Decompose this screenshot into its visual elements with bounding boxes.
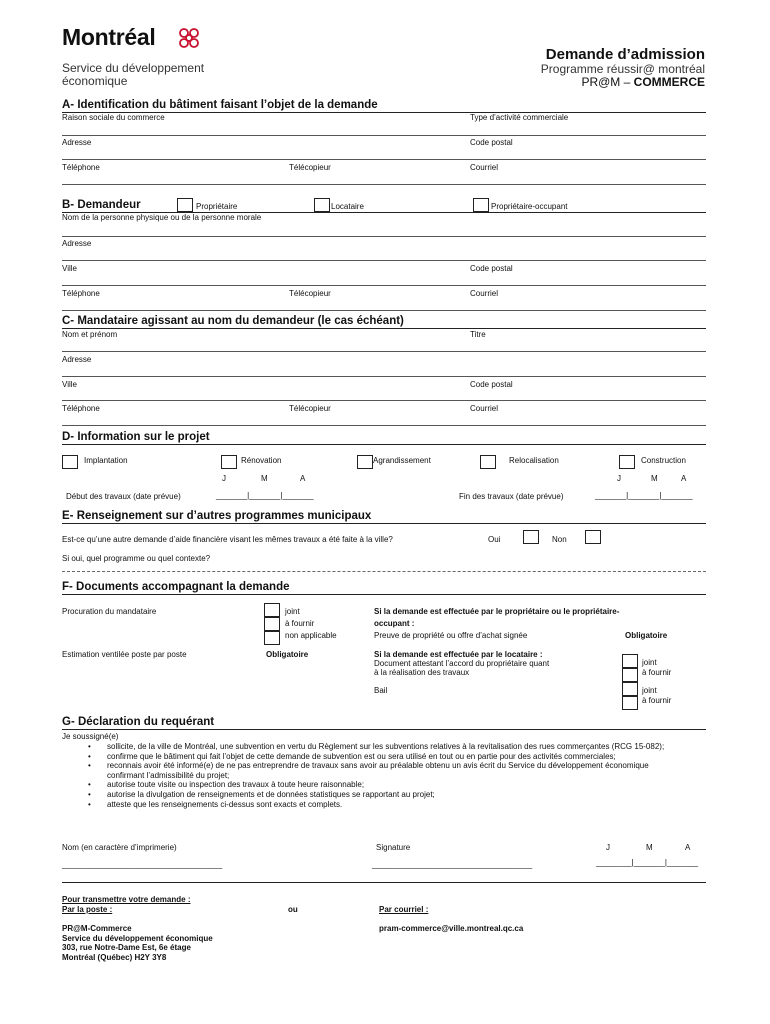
program-code-prefix: PR@M – <box>581 75 634 89</box>
label-joint: joint <box>285 607 300 616</box>
label-si-locataire: Si la demande est effectuée par le locataire : <box>374 650 543 659</box>
field-line-si-oui[interactable] <box>62 571 706 572</box>
label-obligatoire-estimation: Obligatoire <box>266 650 309 659</box>
debut-year-label: A <box>300 474 306 483</box>
label-preuve-propriete: Preuve de propriété ou offre d’achat signée <box>374 631 528 640</box>
signature-field[interactable]: ____________________________________ <box>372 860 533 869</box>
checkbox-implantation[interactable] <box>62 455 78 469</box>
service-line-1: Service du développement <box>62 61 205 75</box>
label-courriel-a: Courriel <box>470 163 499 172</box>
label-document-accord-1: Document attestant l’accord du propriétaire quant <box>374 659 550 668</box>
bullet-icon: • <box>88 789 91 799</box>
checkbox-oui[interactable] <box>523 530 539 544</box>
label-nom-personne: Nom de la personne physique ou de la personne morale <box>62 213 262 222</box>
label-ville-b: Ville <box>62 264 77 273</box>
label-document-accord-2: à la réalisation des travaux <box>374 668 470 677</box>
field-line-nom-b[interactable] <box>62 236 706 237</box>
service-name <box>62 62 204 88</box>
debut-month-label: M <box>261 474 268 483</box>
label-a-fournir: à fournir <box>285 619 315 628</box>
field-line-adresse-b[interactable] <box>62 260 706 261</box>
checkbox-accord-a-fournir[interactable] <box>622 668 638 682</box>
address-line-3: 303, rue Notre-Dame Est, 6e étage <box>62 943 191 952</box>
label-adresse-a: Adresse <box>62 138 92 147</box>
section-f-title: F- Documents accompagnant la demande <box>62 581 290 593</box>
field-line-telephone-c[interactable] <box>62 425 706 426</box>
section-a-title: A- Identification du bâtiment faisant l’objet de la demande <box>62 99 378 111</box>
label-accord-a-fournir: à fournir <box>642 668 672 677</box>
declaration-item <box>88 761 687 780</box>
label-adresse-c: Adresse <box>62 355 92 364</box>
debut-day-label: J <box>222 474 226 483</box>
section-g-title: G- Déclaration du requérant <box>62 716 215 728</box>
checkbox-accord-joint[interactable] <box>622 654 638 668</box>
label-courriel-c: Courriel <box>470 404 499 413</box>
label-adresse-b: Adresse <box>62 239 92 248</box>
declaration-text: atteste que les renseignements ci-dessus sont exacts et complets. <box>107 799 343 809</box>
checkbox-renovation[interactable] <box>221 455 237 469</box>
date-month-label: M <box>646 843 653 852</box>
field-line-ville-c[interactable] <box>62 400 706 401</box>
label-raison-sociale: Raison sociale du commerce <box>62 113 165 122</box>
label-courriel-b: Courriel <box>470 289 499 298</box>
label-signature: Signature <box>376 843 411 852</box>
footer-rule <box>62 882 706 883</box>
label-bail-a-fournir: à fournir <box>642 696 672 705</box>
declaration-item <box>88 751 687 762</box>
date-year-label: A <box>685 843 691 852</box>
label-non-applicable: non applicable <box>285 631 337 640</box>
label-oui: Oui <box>488 535 501 544</box>
field-line-adresse-c[interactable] <box>62 376 706 377</box>
declaration-item <box>88 780 687 790</box>
label-pour-transmettre: Pour transmettre votre demande : <box>62 895 191 904</box>
label-si-proprietaire: Si la demande est effectuée par le propriétaire ou le propriétaire- <box>374 607 620 616</box>
label-construction: Construction <box>641 456 686 465</box>
label-obligatoire-preuve: Obligatoire <box>625 631 668 640</box>
label-accord-joint: joint <box>642 658 657 667</box>
label-code-postal-b: Code postal <box>470 264 513 273</box>
label-telecopieur-a: Télécopieur <box>289 163 331 172</box>
checkbox-proprietaire[interactable] <box>177 198 193 212</box>
checkbox-agrandissement[interactable] <box>357 455 373 469</box>
checkbox-procuration-joint[interactable] <box>264 603 280 617</box>
declaration-text: autorise toute visite ou inspection des travaux à toute heure raisonnable; <box>107 780 365 790</box>
label-renovation: Rénovation <box>241 456 282 465</box>
label-type-activite: Type d’activité commerciale <box>470 113 569 122</box>
address-line-4: Montréal (Québec) H2Y 3Y8 <box>62 952 167 962</box>
checkbox-non[interactable] <box>585 530 601 544</box>
checkbox-procuration-a-fournir[interactable] <box>264 617 280 631</box>
declaration-list <box>88 742 687 809</box>
section-e-rule <box>62 523 706 524</box>
declaration-item <box>88 742 687 752</box>
checkbox-procuration-non-applicable[interactable] <box>264 631 280 645</box>
declaration-item <box>88 789 687 800</box>
fin-month-label: M <box>651 474 658 483</box>
label-estimation: Estimation ventilée poste par poste <box>62 650 187 659</box>
section-e-title: E- Renseignement sur d’autres programmes municipaux <box>62 510 372 522</box>
date-field[interactable]: ________|_______|_______ <box>596 858 699 867</box>
label-proprietaire-occupant: Propriétaire-occupant <box>491 202 568 211</box>
label-si-proprietaire-2: occupant : <box>374 619 415 628</box>
label-telephone-b: Téléphone <box>62 289 100 298</box>
email-address[interactable]: pram-commerce@ville.montreal.qc.ca <box>379 924 524 933</box>
fin-date-field[interactable]: _______|_______|_______ <box>595 491 693 500</box>
montreal-rose-logo-icon <box>174 26 204 50</box>
address-line-2: Service du développement économique <box>62 933 213 943</box>
program-name: Programme réussir@ montréal <box>540 62 705 76</box>
declaration-item <box>88 799 687 810</box>
label-bail: Bail <box>374 686 388 695</box>
checkbox-bail-a-fournir[interactable] <box>622 696 638 710</box>
label-autre-demande: Est-ce qu’une autre demande d’aide financière visant les mêmes travaux a été faite à la ville? <box>62 535 393 544</box>
field-line-raison[interactable] <box>62 135 706 136</box>
label-code-postal-a: Code postal <box>470 138 513 147</box>
label-relocalisation: Relocalisation <box>509 456 559 465</box>
label-si-oui: Si oui, quel programme ou quel contexte? <box>62 554 211 563</box>
bullet-icon: • <box>88 761 91 771</box>
label-code-postal-c: Code postal <box>470 380 513 389</box>
label-par-courriel: Par courriel : <box>379 905 429 914</box>
checkbox-bail-joint[interactable] <box>622 682 638 696</box>
bullet-icon: • <box>88 751 91 761</box>
label-ville-c: Ville <box>62 380 77 389</box>
field-line-ville-b[interactable] <box>62 285 706 286</box>
doc-title: Demande d’admission <box>545 46 705 63</box>
label-debut-travaux: Début des travaux (date prévue) <box>66 492 181 501</box>
doc-header <box>541 46 705 89</box>
field-line-telephone-b[interactable] <box>62 310 706 311</box>
label-je-soussigne: Je soussigné(e) <box>62 732 119 741</box>
section-g-rule <box>62 729 706 730</box>
label-agrandissement: Agrandissement <box>373 456 431 465</box>
bullet-icon: • <box>88 780 91 790</box>
label-nom-prenom: Nom et prénom <box>62 330 118 339</box>
section-d-rule <box>62 444 706 445</box>
label-procuration: Procuration du mandataire <box>62 607 157 616</box>
label-nom-caracteres: Nom (en caractère d’imprimerie) <box>62 843 177 852</box>
label-telephone-c: Téléphone <box>62 404 100 413</box>
field-line-adresse-a[interactable] <box>62 159 706 160</box>
postal-address <box>62 924 213 962</box>
label-non: Non <box>552 535 567 544</box>
checkbox-proprietaire-occupant[interactable] <box>473 198 489 212</box>
declaration-text: sollicite, de la ville de Montréal, une subvention en vertu du Règlement sur les subventions relatives à la revitalisation des rues commerçantes (RCG 15-082); <box>107 742 665 751</box>
program-code <box>541 76 705 89</box>
section-b-title: B- Demandeur <box>62 199 141 211</box>
service-line-2: économique <box>62 74 128 88</box>
checkbox-relocalisation[interactable] <box>480 455 496 469</box>
label-telecopieur-c: Télécopieur <box>289 404 331 413</box>
address-line-1: PR@M-Commerce <box>62 924 132 933</box>
declaration-text: autorise la divulgation de renseignements et de données statistiques se rapportant au projet; <box>107 789 435 799</box>
label-titre: Titre <box>470 330 486 339</box>
transmission-block <box>62 895 190 915</box>
field-line-telephone-a[interactable] <box>62 184 706 185</box>
debut-date-field[interactable]: _______|_______|_______ <box>216 491 314 500</box>
section-c-title: C- Mandataire agissant au nom du demandeur (le cas échéant) <box>62 315 404 327</box>
bullet-icon: • <box>88 799 91 809</box>
label-par-la-poste: Par la poste : <box>62 905 113 914</box>
label-bail-joint: joint <box>642 686 657 695</box>
checkbox-locataire[interactable] <box>314 198 330 212</box>
section-f-rule <box>62 594 706 595</box>
montreal-logo-text: Montréal <box>62 24 156 50</box>
declaration-text: reconnais avoir été informé(e) de ne pas entreprendre de travaux sans avoir au préalable obtenu un avis écrit du Service du développement économique confirmant l’admissibilité du projet; <box>107 761 649 780</box>
fin-day-label: J <box>617 474 621 483</box>
label-fin-travaux: Fin des travaux (date prévue) <box>459 492 564 501</box>
label-telephone-a: Téléphone <box>62 163 100 172</box>
fin-year-label: A <box>681 474 687 483</box>
checkbox-construction[interactable] <box>619 455 635 469</box>
section-d-title: D- Information sur le projet <box>62 431 210 443</box>
date-day-label: J <box>606 843 610 852</box>
declaration-text: confirme que le bâtiment qui fait l’objet de cette demande de subvention est ou sera utilisé en tout ou en partie pour des activités commerciales; <box>107 751 616 761</box>
section-c-rule <box>62 328 706 329</box>
label-telecopieur-b: Télécopieur <box>289 289 331 298</box>
nom-field[interactable]: ____________________________________ <box>62 860 223 869</box>
label-proprietaire: Propriétaire <box>196 202 238 211</box>
label-locataire: Locataire <box>331 202 364 211</box>
field-line-nom-c[interactable] <box>62 351 706 352</box>
program-code-bold: COMMERCE <box>633 75 705 89</box>
bullet-icon: • <box>88 742 91 751</box>
label-ou: ou <box>288 905 298 914</box>
label-implantation: Implantation <box>84 456 128 465</box>
